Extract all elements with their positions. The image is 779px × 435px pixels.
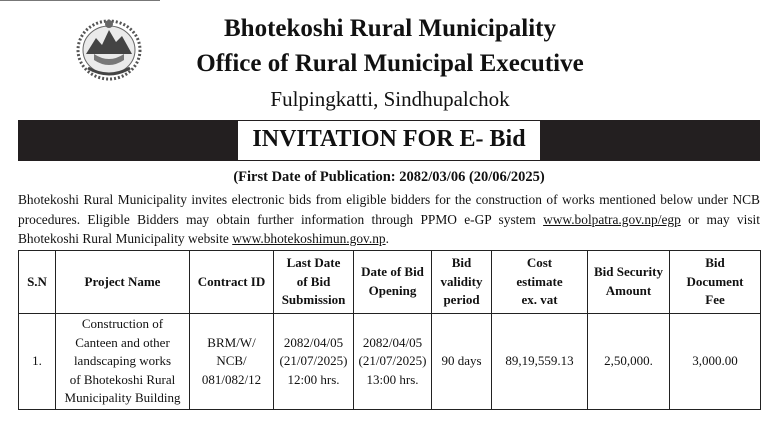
intro-text-3: .: [385, 231, 389, 247]
cell-doc-fee: 3,000.00: [670, 314, 761, 410]
bid-table: [18, 250, 761, 410]
header-bid-security: Bid Security Amount: [588, 251, 670, 314]
invitation-title: INVITATION FOR E- Bid: [238, 121, 539, 160]
municipality-website-link[interactable]: www.bhotekoshimun.gov.np: [232, 231, 386, 247]
table-header-row: [19, 251, 761, 314]
header-project-name: Project Name: [56, 251, 190, 314]
cell-bid-security: 2,50,000.: [588, 314, 670, 410]
table-row: [19, 314, 761, 410]
intro-text-1: Bhotekoshi Rural Municipality invites electronic bids from eligible bidders for the construction of works mentioned below under NCB procedures. Eligible Bidders may obtain further information through PPMO e-GP system: [18, 192, 760, 227]
location-subtitle: Fulpingkatti, Sindhupalchok: [270, 87, 510, 111]
cell-project-name: Construction of Canteen and other landscaping works of Bhotekoshi Rural Municipality Building: [56, 314, 190, 410]
header-opening-date: Date of Bid Opening: [354, 251, 432, 314]
nepal-emblem-icon: [74, 14, 144, 84]
header-cost-estimate: Cost estimate ex. vat: [492, 251, 588, 314]
publication-date: (First Date of Publication: 2082/03/06 (20/06/2025): [233, 169, 545, 185]
header-validity: Bid validity period: [432, 251, 492, 314]
header-sn: S.N: [19, 251, 56, 314]
intro-paragraph: [18, 190, 760, 249]
header-contract-id: Contract ID: [190, 251, 274, 314]
top-divider: [0, 0, 160, 1]
invitation-banner: [18, 120, 760, 161]
header-doc-fee: Bid Document Fee: [670, 251, 761, 314]
cell-cost-estimate: 89,19,559.13: [492, 314, 588, 410]
municipality-title: Bhotekoshi Rural Municipality: [224, 15, 556, 42]
header-last-date: Last Date of Bid Submission: [274, 251, 354, 314]
cell-contract-id: BRM/W/ NCB/ 081/082/12: [190, 314, 274, 410]
cell-last-date: 2082/04/05 (21/07/2025) 12:00 hrs.: [274, 314, 354, 410]
bolpatra-link[interactable]: www.bolpatra.gov.np/egp: [543, 211, 681, 227]
cell-opening-date: 2082/04/05 (21/07/2025) 13:00 hrs.: [354, 314, 432, 410]
intro-text-2: or may visit Bhotekoshi Rural Municipality website: [18, 211, 760, 247]
cell-validity: 90 days: [432, 314, 492, 410]
office-title: Office of Rural Municipal Executive: [196, 50, 584, 77]
cell-sn: 1.: [19, 314, 56, 410]
